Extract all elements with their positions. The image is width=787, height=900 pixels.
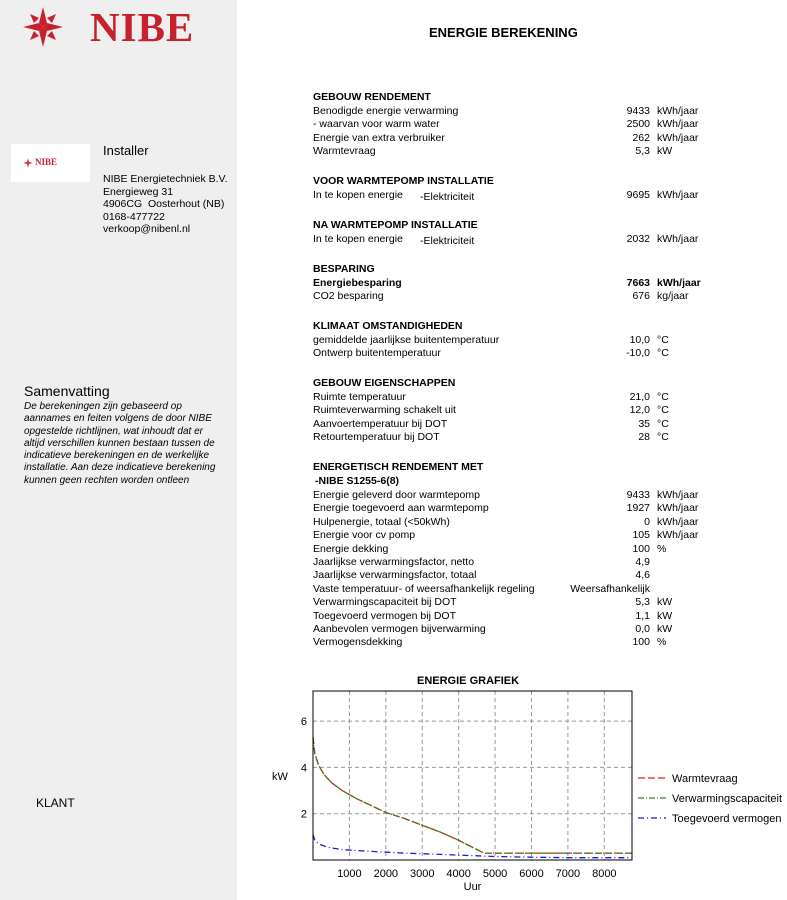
data-row (313, 431, 743, 444)
row-label: Benodigde energie verwarming (313, 105, 459, 117)
row-unit: kWh/jaar (657, 233, 699, 245)
row-value: 105 (632, 529, 650, 542)
y-tick-label: 6 (300, 716, 307, 729)
brand-wordmark: NIBE (90, 4, 195, 50)
row-unit: kW (657, 145, 673, 158)
data-row (313, 290, 743, 303)
row-label: Energie voor cv pomp (313, 529, 416, 542)
row-label: Ruimte temperatuur (313, 391, 406, 403)
data-row (313, 516, 743, 529)
row-unit: kWh/jaar (657, 277, 701, 289)
row-unit: kWh/jaar (657, 131, 699, 144)
row-unit: kW (657, 596, 673, 609)
summary-text: De berekeningen zijn gebaseerd op aannames en feiten volgens de door NIBE opgestelde richtlijnen, wat inhoudt dat er altijd verschillen kunnen bestaan tussen de indicatieve berekeningen en de werkelijke installatie. Aan deze indicatieve berekening kunnen geen rechten worden ontleen (24, 401, 216, 486)
installer-label: Installer (103, 143, 149, 158)
row-value: 1927 (626, 502, 650, 515)
data-row (313, 569, 743, 582)
chart-title: ENERGIE GRAFIEK (417, 675, 520, 687)
row-unit: kW (657, 609, 673, 622)
section-title-na: NA WARMTEPOMP INSTALLATIE (313, 219, 478, 231)
row-value: 676 (632, 290, 650, 303)
row-value: 2500 (626, 118, 650, 131)
data-row (313, 105, 743, 118)
row-unit: kWh/jaar (657, 189, 699, 201)
row-label: Energie van extra verbruiker (313, 131, 445, 144)
installer-logo (11, 144, 90, 182)
row-value: 262 (632, 131, 650, 144)
row-value: -10,0 (626, 347, 650, 360)
data-row (313, 145, 743, 158)
data-row (313, 189, 743, 202)
row-unit: °C (657, 404, 669, 417)
legend-label: Warmtevraag (672, 773, 738, 785)
installer-email: verkoop@nibenl.nl (103, 223, 191, 235)
data-row (313, 404, 743, 417)
row-value: 5,3 (635, 596, 650, 609)
page-title: ENERGIE BEREKENING (429, 25, 578, 40)
data-row (313, 118, 743, 131)
row-value: 0,0 (635, 623, 650, 635)
row-label: Ontwerp buitentemperatuur (313, 347, 441, 360)
data-row (313, 596, 743, 609)
row-value: 1,1 (635, 609, 650, 622)
data-row (313, 489, 743, 502)
row-value: 4,6 (635, 569, 650, 582)
row-label: Jaarlijkse verwarmingsfactor, totaal (313, 569, 477, 582)
row-value: 100 (632, 636, 650, 649)
row-label: Ruimteverwarming schakelt uit (313, 404, 456, 417)
y-tick-label: 4 (300, 762, 307, 775)
row-label: gemiddelde jaarlijkse buitentemperatuur (313, 334, 500, 346)
plot-area (313, 691, 632, 860)
data-row (313, 636, 743, 649)
row-value: 12,0 (629, 404, 650, 417)
row-label: Energie dekking (313, 542, 389, 555)
row-unit: kWh/jaar (657, 502, 699, 515)
section-title-besparing: BESPARING (313, 263, 375, 275)
row-label: Jaarlijkse verwarmingsfactor, netto (313, 556, 475, 568)
row-label: Vermogensdekking (313, 636, 403, 649)
x-tick-label: 4000 (446, 868, 471, 880)
row-label: In te kopen energie (313, 189, 403, 201)
installer-city: 4906CG Oosterhout (NB) (103, 198, 225, 210)
row-unit: kWh/jaar (657, 515, 699, 528)
row-unit: kg/jaar (657, 290, 689, 303)
data-row (313, 623, 743, 636)
data-row (313, 277, 743, 290)
data-row (313, 347, 743, 360)
data-row (313, 502, 743, 515)
x-tick-label: 5000 (482, 868, 508, 880)
row-value: 21,0 (629, 391, 650, 403)
row-label: Hulpenergie, totaal (<50kWh) (313, 515, 450, 528)
x-tick-label: 6000 (519, 868, 544, 880)
row-value: 7663 (626, 277, 650, 289)
y-axis-label: kW (272, 771, 288, 783)
row-value: 35 (638, 417, 650, 430)
row-value: 2032 (626, 233, 650, 245)
row-value: 28 (638, 431, 650, 444)
data-row (313, 543, 743, 556)
row-label: CO2 besparing (313, 290, 384, 303)
data-row (313, 529, 743, 542)
row-unit: °C (657, 347, 669, 360)
row-label: In te kopen energie (313, 233, 403, 245)
row-unit: °C (657, 334, 669, 346)
row-value: 5,3 (635, 145, 650, 158)
row-unit: kWh/jaar (657, 529, 699, 542)
row-unit: °C (657, 431, 669, 444)
row-unit: kWh/jaar (657, 105, 699, 117)
row-unit: kWh/jaar (657, 489, 699, 501)
row-label: Energie toegevoerd aan warmtepomp (313, 502, 489, 515)
y-tick-label: 2 (300, 808, 307, 821)
row-label: Warmtevraag (313, 145, 376, 158)
legend-label: Verwarmingscapaciteit (672, 793, 783, 805)
row-unit: °C (657, 417, 669, 430)
installer-address (103, 173, 228, 236)
row-value: 4,9 (635, 556, 650, 568)
row-label: Retourtemperatuur bij DOT (313, 431, 440, 444)
installer-street: Energieweg 31 (103, 185, 174, 198)
row-value: 0 (644, 515, 650, 528)
row-label: Vaste temperatuur- of weersafhankelijk regeling (313, 582, 535, 595)
data-row (313, 556, 743, 569)
nibe-emblem-small-icon (23, 158, 33, 168)
data-row (313, 418, 743, 431)
row-label: - waarvan voor warm water (313, 118, 440, 131)
data-row (313, 391, 743, 404)
installer-company: NIBE Energietechniek B.V. (103, 173, 228, 185)
installer-logo-text: NIBE (35, 157, 58, 167)
data-row (313, 233, 743, 246)
x-tick-label: 2000 (373, 868, 399, 880)
x-tick-label: 8000 (592, 868, 617, 880)
row-label: Verwarmingscapaciteit bij DOT (313, 596, 457, 609)
row-unit: kW (657, 623, 673, 635)
legend-label: Toegevoerd vermogen (672, 813, 782, 825)
x-tick-label: 3000 (410, 868, 435, 880)
nibe-emblem-icon (22, 6, 64, 48)
row-unit: kWh/jaar (657, 118, 699, 131)
data-row (313, 132, 743, 145)
section-title-klimaat: KLIMAAT OMSTANDIGHEDEN (313, 320, 463, 332)
row-value: Weersafhankelijk (570, 582, 650, 595)
row-label: Aanvoertemperatuur bij DOT (313, 417, 448, 430)
installer-phone: 0168-477722 (103, 210, 165, 223)
sidebar (0, 0, 237, 900)
row-sublabel: -Elektriciteit (420, 235, 475, 247)
data-row (313, 583, 743, 596)
row-sublabel: -Elektriciteit (420, 191, 475, 203)
data-row (313, 610, 743, 623)
energy-chart (260, 688, 787, 893)
section-title-gebouw: GEBOUW RENDEMENT (313, 91, 431, 103)
section-title-eigenschappen: GEBOUW EIGENSCHAPPEN (313, 377, 456, 389)
row-label: Energie geleverd door warmtepomp (313, 489, 480, 501)
row-unit: % (657, 542, 667, 555)
row-value: 9433 (626, 105, 650, 117)
row-unit: °C (657, 391, 669, 403)
data-row (313, 334, 743, 347)
row-value: 9695 (626, 189, 650, 201)
client-label: KLANT (36, 796, 75, 810)
row-value: 100 (632, 542, 650, 555)
row-unit: % (657, 636, 667, 649)
heatpump-model: -NIBE S1255-6(8) (315, 475, 400, 487)
row-label: Energiebesparing (313, 277, 402, 289)
nibe-logo (22, 6, 207, 48)
x-tick-label: 7000 (555, 868, 581, 880)
row-value: 9433 (626, 489, 650, 501)
x-tick-label: 1000 (337, 868, 362, 880)
row-label: Aanbevolen vermogen bijverwarming (313, 623, 486, 635)
row-value: 10,0 (629, 334, 650, 346)
section-title-voor: VOOR WARMTEPOMP INSTALLATIE (313, 175, 494, 187)
row-label: Toegevoerd vermogen bij DOT (313, 609, 456, 622)
x-axis-label: Uur (463, 881, 482, 893)
summary-title: Samenvatting (24, 383, 110, 399)
section-title-rendement: ENERGETISCH RENDEMENT MET (313, 461, 484, 473)
